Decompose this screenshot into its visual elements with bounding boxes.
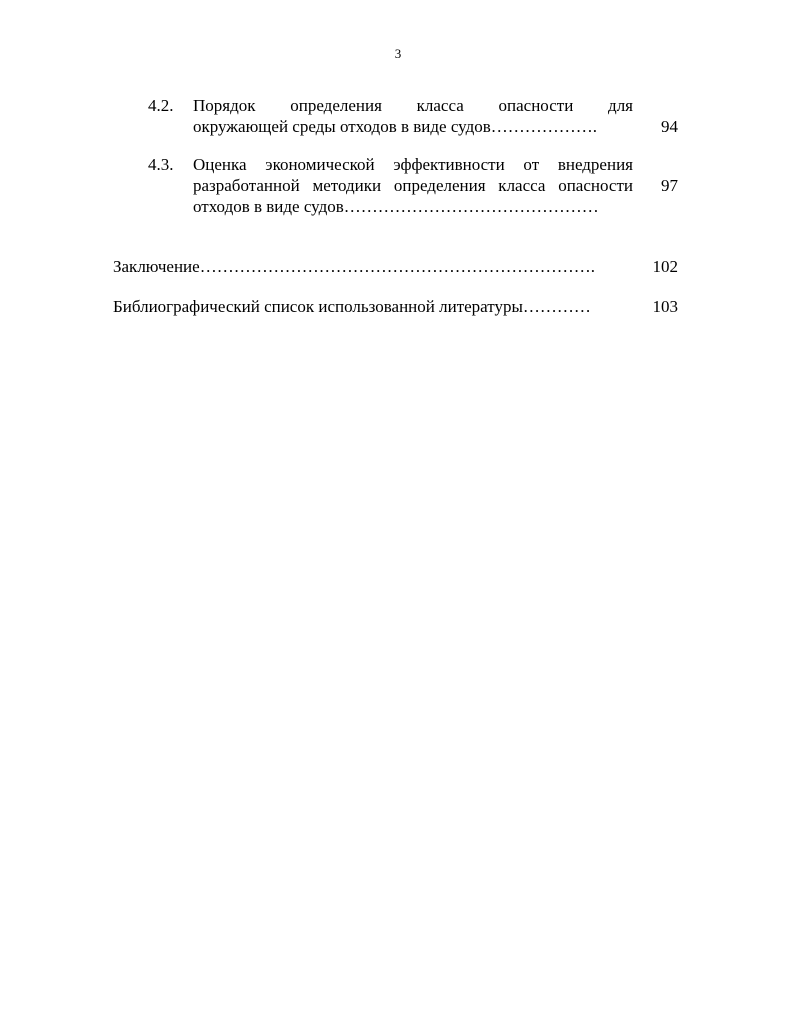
dot-leader: ………………. bbox=[490, 117, 597, 136]
toc-entry-page: 94 bbox=[661, 117, 678, 136]
page-number: 3 bbox=[394, 46, 402, 61]
toc-entry-page: 103 bbox=[652, 297, 678, 316]
dot-leader: ………… bbox=[522, 297, 591, 316]
toc-entry-title-text: Библиографический список использованной литературы bbox=[113, 297, 523, 316]
toc-entry-title-last-line bbox=[193, 116, 633, 137]
toc-entry-title-line: Оценка экономической эффективности от внедрения bbox=[193, 155, 633, 174]
toc-entry-bibliography[interactable] bbox=[113, 296, 678, 317]
toc-entry-4-2[interactable] bbox=[148, 95, 678, 137]
toc-entry-title bbox=[113, 296, 631, 317]
dot-leader: ……………………………………………………………. bbox=[199, 257, 595, 276]
toc-entry-4-3[interactable] bbox=[148, 154, 678, 217]
toc-entry-title-line: разработанной методики определения класса опасности bbox=[193, 176, 633, 195]
toc-entry-title-last-line bbox=[193, 196, 633, 217]
toc-entry-title bbox=[113, 256, 631, 277]
toc-entry-page: 102 bbox=[652, 257, 678, 276]
toc-entry-page: 97 bbox=[661, 176, 678, 195]
dot-leader: ……………………………………… bbox=[343, 197, 599, 216]
toc-entry-title-line: Порядок определения класса опасности для bbox=[193, 96, 633, 115]
toc-entry-title bbox=[193, 95, 633, 137]
toc-entry-title-line: отходов в виде судов bbox=[193, 197, 344, 216]
toc-entry-title-text: Заключение bbox=[113, 257, 200, 276]
toc-entry-number: 4.2. bbox=[148, 96, 174, 115]
toc-entry-title bbox=[193, 154, 633, 217]
toc-entry-conclusion[interactable] bbox=[113, 256, 678, 277]
toc-entry-title-line: окружающей среды отходов в виде судов bbox=[193, 117, 491, 136]
toc-entry-number: 4.3. bbox=[148, 155, 174, 174]
